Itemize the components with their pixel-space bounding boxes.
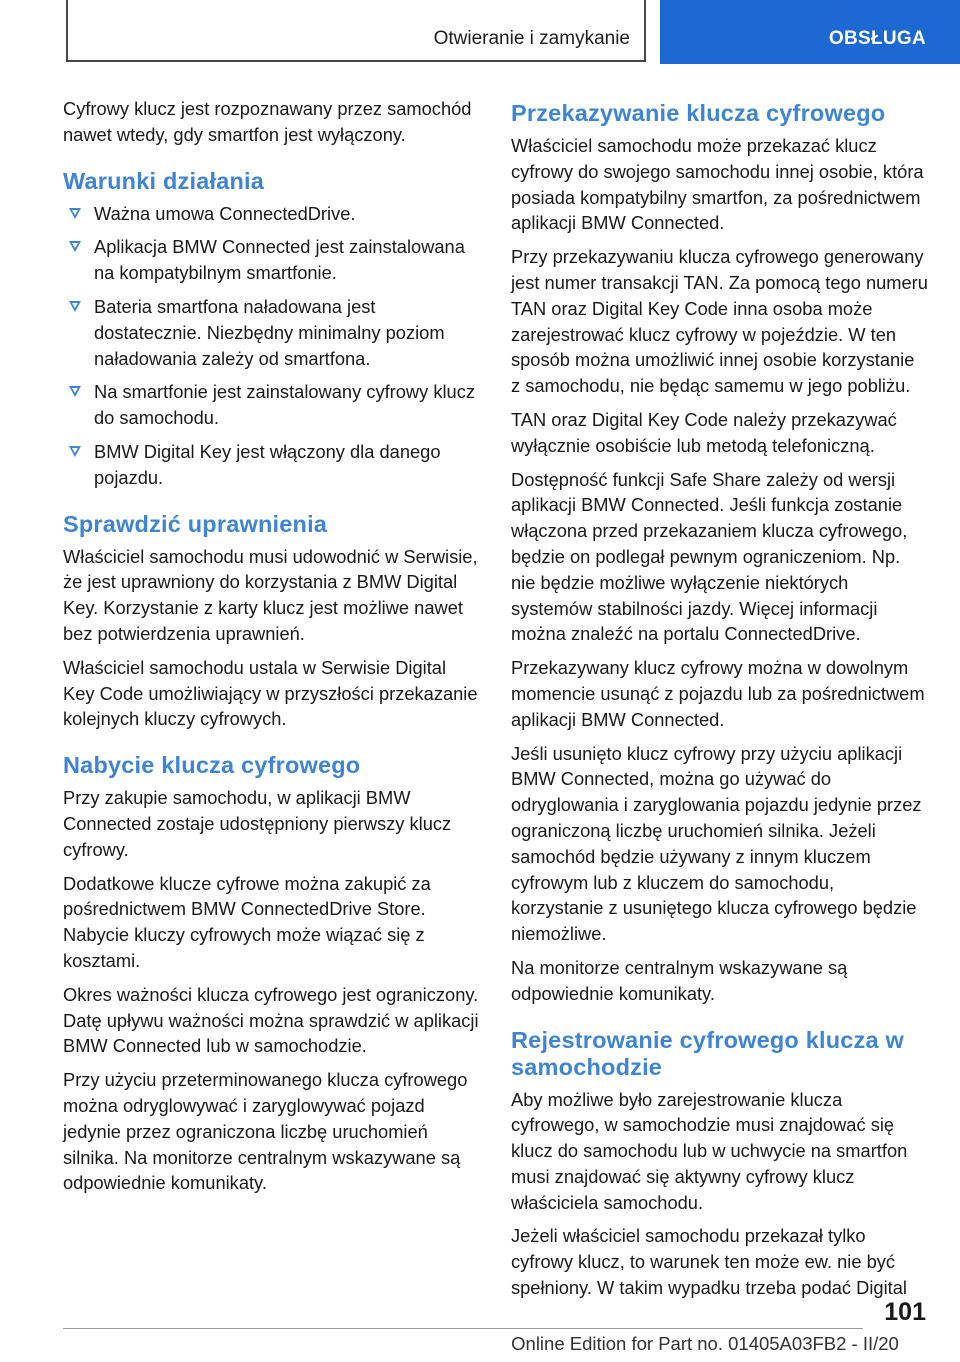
- right-column: [511, 96, 928, 1309]
- paragraph: Okres ważności klucza cyfrowego jest ograniczony. Datę upływu ważności można sprawdzić w aplikacji BMW Connected lub w samochodzie.: [63, 983, 479, 1057]
- paragraph: Dodatkowe klucze cyfrowe można zakupić za pośrednictwem BMW ConnectedDrive Store. Nabycie kluczy cyfrowych może wiązać się z kosztami.: [63, 872, 431, 971]
- section-title-acquire-digital-key: Nabycie klucza cyfrowego: [63, 752, 361, 779]
- list-item: [63, 234, 480, 286]
- paragraph: Aby możliwe było zarejestrowanie klucza cyfrowego, w samochodzie musi znajdować się klucz do samochodu lub w uchwycie na smartfon musi znajdować się aktywny cyfrowy klucz właściciela samochodu.: [511, 1088, 908, 1213]
- paragraph: Jeżeli właściciel samochodu przekazał tylko cyfrowy klucz, to warunek ten może ew. nie być spełniony. W takim wypadku trzeba podać Digital: [511, 1225, 907, 1299]
- chapter-header-box: [66, 0, 646, 62]
- left-column: [63, 96, 480, 1204]
- section-title-register-digital-key: Rejestrowanie cyfrowego klucza w samochodzie: [511, 1026, 904, 1080]
- chapter-title: Otwieranie i zamykanie: [433, 28, 630, 49]
- list-item: [63, 439, 480, 491]
- paragraph: Właściciel samochodu ustala w Serwisie Digital Key Code umożliwiający w przyszłości przekazanie kolejnych kluczy cyfrowych.: [63, 656, 478, 730]
- paragraph: TAN oraz Digital Key Code należy przekazywać wyłącznie osobiście lub metodą telefoniczną.: [511, 408, 897, 456]
- paragraph: Przekazywany klucz cyfrowy można w dowolnym momencie usunąć z pojazdu lub za pośrednictwem aplikacji BMW Connected.: [511, 657, 925, 730]
- paragraph: Przy zakupie samochodu, w aplikacji BMW Connected zostaje udostępniony pierwszy klucz cyfrowy.: [63, 787, 452, 860]
- list-item-text: Bateria smartfona naładowana jest dostatecznie. Niezbędny minimalny poziom naładowania zależy od smartfona.: [94, 295, 445, 369]
- list-item-text: Aplikacja BMW Connected jest zainstalowana na kompatybilnym smartfonie.: [94, 236, 465, 284]
- list-item: [63, 379, 480, 431]
- section-title-share-digital-key: Przekazywanie klucza cyfrowego: [511, 100, 886, 126]
- triangle-bullet-icon: [69, 208, 81, 219]
- section-tab: [660, 0, 960, 64]
- paragraph: Dostępność funkcji Safe Share zależy od wersji aplikacji BMW Connected. Jeśli funkcja zostanie włączona przed przekazaniem klucza cyfrowego, będzie on podlegał pewnym ograniczeniom. Np. nie będzie możliwe wyłączenie niektórych systemów stabilności jazdy. Więcej informacji można znaleźć na portalu ConnectedDrive.: [511, 468, 908, 645]
- edition-footer: Online Edition for Part no. 01405A03FB2 - II/20: [511, 1333, 899, 1354]
- list-item: [63, 201, 480, 227]
- section-title-operating-conditions: Warunki działania: [63, 167, 265, 194]
- section-title-check-authorization: Sprawdzić uprawnienia: [63, 510, 328, 537]
- list-item: [63, 294, 480, 371]
- paragraph: Właściciel samochodu musi udowodnić w Serwisie, że jest uprawniony do korzystania z BMW Digital Key. Korzystanie z karty klucz jest możliwe nawet bez potwierdzenia uprawnień.: [63, 545, 478, 644]
- page-header: [0, 0, 960, 66]
- paragraph: Przy przekazywaniu klucza cyfrowego generowany jest numer transakcji TAN. Za pomocą tego numeru TAN oraz Digital Key Code inna osoba może zarejestrować klucz cyfrowy w pojeździe. W ten sposób można umożliwić innej osobie korzystanie z samochodu, nie będąc samemu w jego pobliżu.: [511, 246, 928, 397]
- list-item-text: Na smartfonie jest zainstalowany cyfrowy klucz do samochodu.: [94, 381, 475, 429]
- conditions-list: [63, 201, 480, 491]
- paragraph: Właściciel samochodu może przekazać klucz cyfrowy do swojego samochodu innej osobie, która posiada kompatybilny smartfon, za pośrednictwem aplikacji BMW Connected.: [511, 135, 924, 234]
- triangle-bullet-icon: [69, 241, 81, 252]
- triangle-bullet-icon: [69, 446, 81, 457]
- section-tab-label: OBSŁUGA: [828, 28, 926, 49]
- footer-divider: [63, 1328, 863, 1329]
- paragraph: Przy użyciu przeterminowanego klucza cyfrowego można odryglowywać i zaryglowywać pojazd jedynie przez ograniczona liczbę uruchomień silnika. Na monitorze centralnym wskazywane są odpowiednie komunikaty.: [63, 1069, 468, 1194]
- paragraph: Na monitorze centralnym wskazywane są odpowiednie komunikaty.: [511, 956, 848, 1004]
- list-item-text: BMW Digital Key jest włączony dla danego pojazdu.: [94, 440, 441, 488]
- triangle-bullet-icon: [69, 301, 81, 312]
- list-item-text: Ważna umowa ConnectedDrive.: [94, 202, 356, 224]
- triangle-bullet-icon: [69, 386, 81, 397]
- intro-paragraph: Cyfrowy klucz jest rozpoznawany przez samochód nawet wtedy, gdy smartfon jest wyłączony.: [63, 98, 472, 145]
- page-number: 101: [884, 1298, 926, 1326]
- paragraph: Jeśli usunięto klucz cyfrowy przy użyciu aplikacji BMW Connected, można go używać do odryglowania i zaryglowania pojazdu jedynie przez ograniczoną liczbę uruchomień silnika. Jeżeli samochód będzie używany z innym kluczem cyfrowym lub z kluczem do samochodu, korzystanie z usuniętego klucza cyfrowego będzie niemożliwe.: [511, 742, 922, 945]
